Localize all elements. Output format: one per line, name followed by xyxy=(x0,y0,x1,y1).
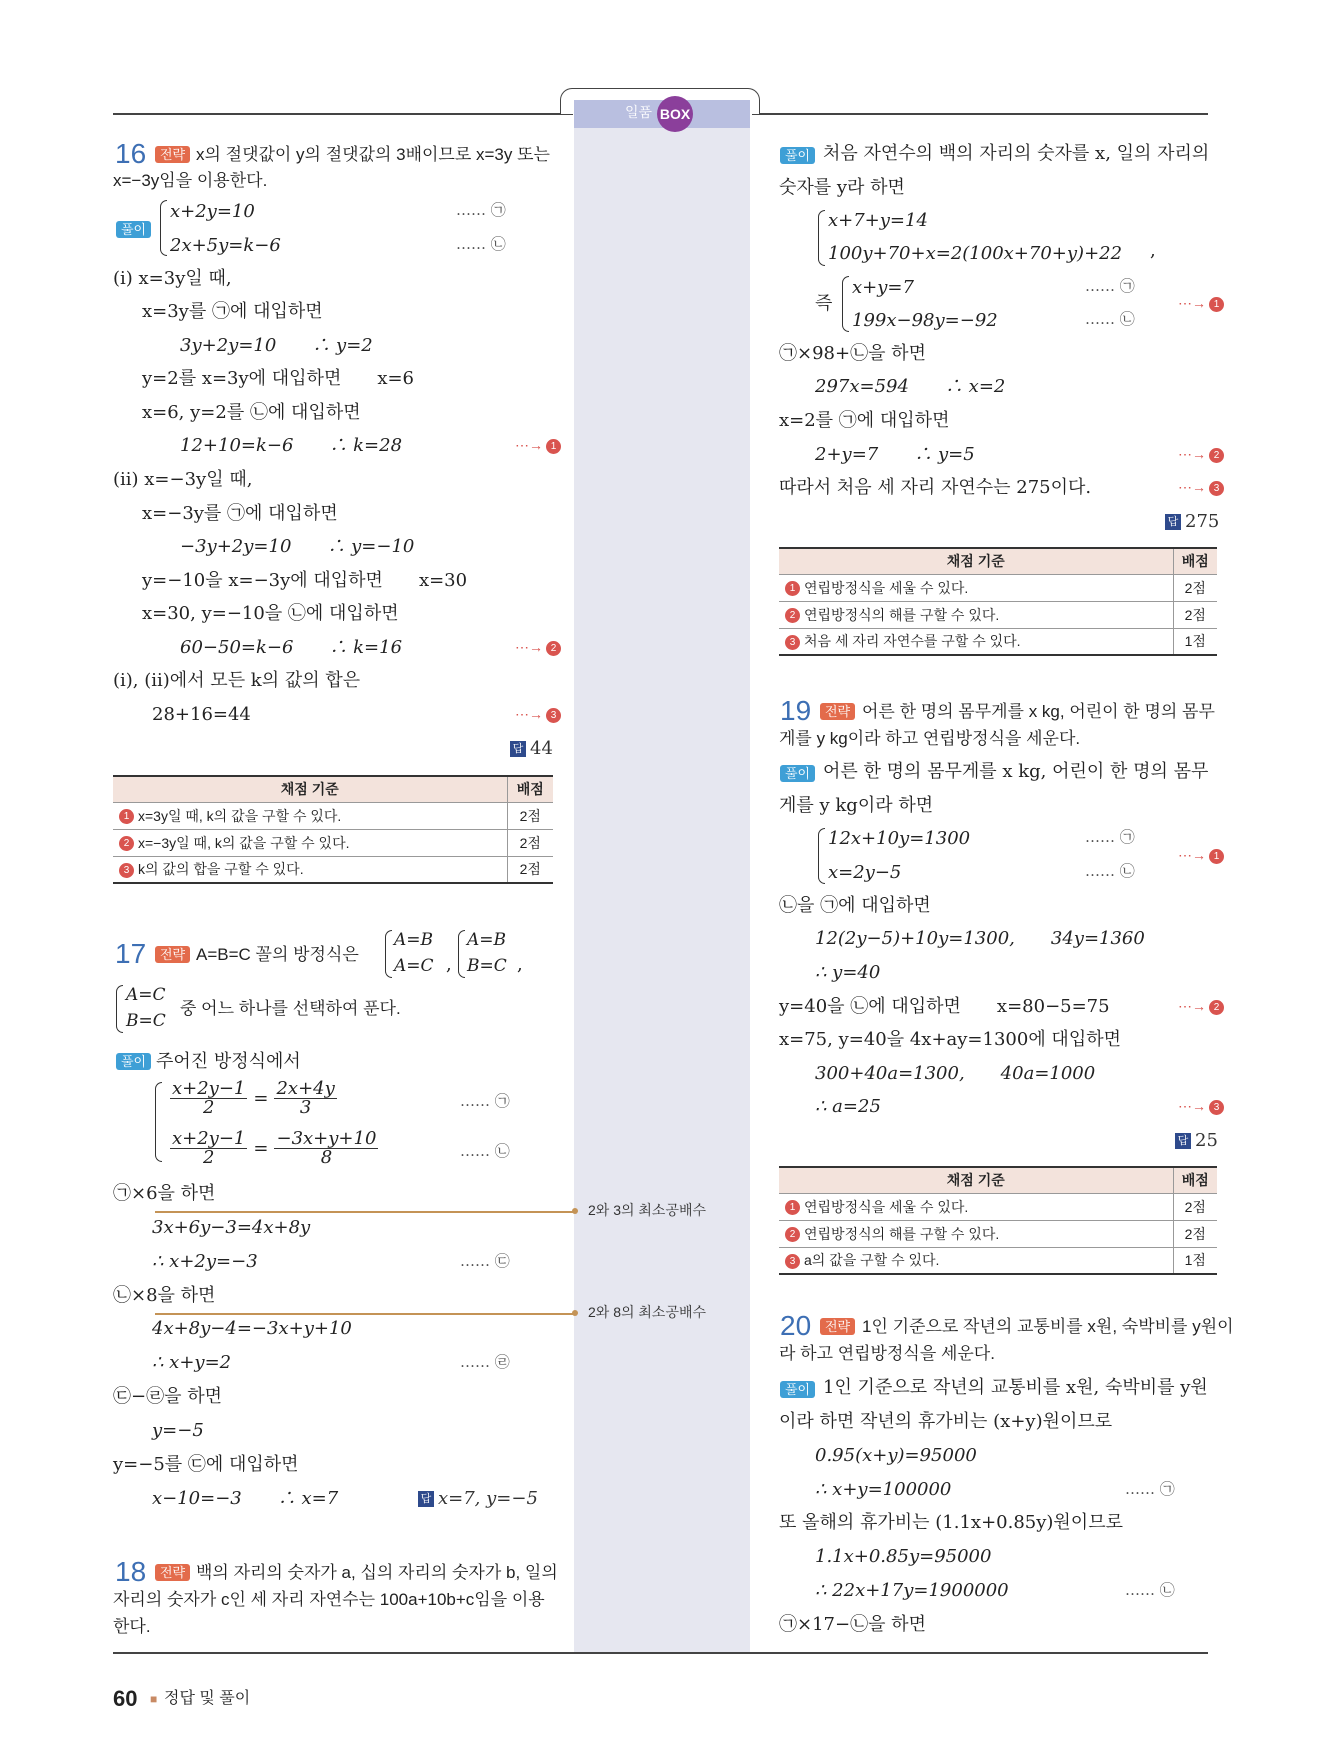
step-arrow: ⋯→ 2 xyxy=(1178,447,1224,463)
answer-icon: 답 xyxy=(1165,514,1181,530)
p17-strategy-pre: A=B=C 꼴의 방정식은 xyxy=(196,945,359,964)
p17-line: ㉠×6을 하면 xyxy=(113,1183,216,1204)
p18-line: ㉠×98+㉡을 하면 xyxy=(779,343,926,364)
strategy-tag: 전략 xyxy=(820,1318,855,1335)
p18-strategy-line1: 백의 자리의 숫자가 a, 십의 자리의 숫자가 b, 일의 xyxy=(196,1563,558,1582)
p16-criteria-table: 채점 기준 배점 1 x=3y일 때, k의 값을 구할 수 있다. 2점 2 x=−3y일 때, k의 값을 구할 수 있다. 2점 3 k의 값의 합을 구할 수 있다. 2점 xyxy=(113,775,553,884)
answer-icon: 답 xyxy=(418,1491,434,1507)
box-label: 일품 xyxy=(625,104,653,120)
table-row: 2 연립방정식의 해를 구할 수 있다. 2점 xyxy=(779,1220,1217,1247)
p20-marker1: …… ㉠ xyxy=(1125,1480,1175,1498)
header-rule-left xyxy=(113,113,573,115)
p17-sys2a: A=B xyxy=(467,930,507,950)
p20-strategy-line2: 라 하고 연립방정식을 세운다. xyxy=(779,1344,995,1363)
step-arrow: ⋯→ 3 xyxy=(515,707,561,723)
problem-number-19: 19 xyxy=(780,695,812,726)
p20-line: ∴ x+y=100000 xyxy=(815,1479,952,1500)
p20-strategy-line1: 1인 기준으로 작년의 교통비를 x원, 숙박비를 y원이 xyxy=(862,1317,1234,1336)
p20-sol-line2: 이라 하면 작년의 휴가비는 (x+y)원이므로 xyxy=(779,1411,1113,1432)
p18-eq1: x+7+y=14 xyxy=(828,210,928,231)
p17-fraction-eq2: $\frac{x+2y-1}{2}$ = $\frac{-3x+y+10}{8}$ xyxy=(172,1128,377,1168)
p16-marker1: …… ㉠ xyxy=(456,201,506,219)
p18-eq4: 199x−98y=−92 xyxy=(852,310,998,331)
strategy-tag: 전략 xyxy=(155,146,190,163)
p18-line: 2+y=7 ∴ y=5 xyxy=(815,444,975,465)
solution-tag: 풀이 xyxy=(780,765,815,782)
p16-strategy-line1: x의 절댓값이 y의 절댓값의 3배이므로 x=3y 또는 xyxy=(196,145,550,164)
p20-line: ㉠×17−㉡을 하면 xyxy=(779,1614,926,1635)
p19-sol-line2: 게를 y kg이라 하면 xyxy=(779,795,934,816)
p16-line: 3y+2y=10 ∴ y=2 xyxy=(180,335,373,356)
p19-line: ㉡을 ㉠에 대입하면 xyxy=(779,895,931,916)
system-brace xyxy=(818,828,825,884)
p16-marker2: …… ㉡ xyxy=(456,235,506,253)
p17-sys3a: A=C xyxy=(126,985,166,1005)
p17-marker2: …… ㉡ xyxy=(460,1142,510,1160)
box-badge: BOX xyxy=(657,96,693,132)
p17-strategy-post: 중 어느 하나를 선택하여 푼다. xyxy=(180,999,401,1018)
step-arrow: ⋯→ 3 xyxy=(1178,1099,1224,1115)
strategy-tag: 전략 xyxy=(820,703,855,720)
p20-line: 또 올해의 휴가비는 (1.1x+0.85y)원이므로 xyxy=(779,1512,1123,1533)
solution-tag: 풀이 xyxy=(116,221,151,238)
p17-line: x−10=−3 ∴ x=7 xyxy=(152,1488,339,1509)
p16-line: x=30, y=−10을 ㉡에 대입하면 xyxy=(142,603,399,624)
table-row: 3 a의 값을 구할 수 있다. 1점 xyxy=(779,1247,1217,1274)
solution-tag: 풀이 xyxy=(116,1053,151,1070)
step-arrow: ⋯→ 2 xyxy=(515,640,561,656)
system-brace xyxy=(160,200,167,256)
p16-line: y=2를 x=3y에 대입하면 x=6 xyxy=(142,368,415,389)
strategy-tag: 전략 xyxy=(155,946,190,963)
p18-line: 297x=594 ∴ x=2 xyxy=(815,376,1006,397)
p17-intro: 주어진 방정식에서 xyxy=(156,1051,301,1072)
answer-icon: 답 xyxy=(510,741,526,757)
p19-eq1: 12x+10y=1300 xyxy=(828,828,971,849)
p17-sys1a: A=B xyxy=(394,930,434,950)
p17-sys1b: A=C xyxy=(394,956,434,976)
p17-line: y=−5를 ㉢에 대입하면 xyxy=(113,1454,299,1475)
p16-line: 28+16=44 xyxy=(152,704,251,725)
p17-marker1: …… ㉠ xyxy=(460,1092,510,1110)
p17-line: ∴ x+2y=−3 xyxy=(152,1251,258,1272)
p19-line: 300+40a=1300, 40a=1000 xyxy=(815,1063,1096,1084)
p17-note1: 2와 3의 최소공배수 xyxy=(588,1202,707,1218)
p17-sys2b: B=C xyxy=(467,956,507,976)
footer-section: 정답 및 풀이 xyxy=(164,1690,251,1707)
p19-line: ∴ a=25 xyxy=(815,1096,881,1117)
p16-line: −3y+2y=10 ∴ y=−10 xyxy=(180,536,415,557)
p19-line: y=40을 ㉡에 대입하면 x=80−5=75 xyxy=(779,996,1110,1017)
p18-eq3: x+y=7 xyxy=(852,277,914,298)
p16-line: 60−50=k−6 ∴ k=16 xyxy=(180,637,403,658)
problem-number-20: 20 xyxy=(780,1310,812,1341)
p17-line: ㉢−㉣을 하면 xyxy=(113,1386,222,1407)
problem-number-17: 17 xyxy=(115,938,147,969)
p17-answer: 답 x=7, y=−5 xyxy=(418,1490,538,1508)
footer-bullet: ■ xyxy=(150,1692,158,1706)
system-brace xyxy=(842,276,849,332)
p19-line: x=75, y=40을 4x+ay=1300에 대입하면 xyxy=(779,1029,1121,1050)
p17-line: 4x+8y−4=−3x+y+10 xyxy=(152,1318,352,1339)
p18-criteria-table: 채점 기준 배점 1 연립방정식을 세울 수 있다. 2점 2 연립방정식의 해를 구할 수 있다. 2점 3 처음 세 자리 자연수를 구할 수 있다. 1점 xyxy=(779,547,1217,656)
problem-number-16: 16 xyxy=(115,138,147,169)
step-arrow: ⋯→ 2 xyxy=(1178,999,1224,1015)
p20-line: 0.95(x+y)=95000 xyxy=(815,1445,977,1466)
footer-rule xyxy=(113,1652,1208,1654)
page-number: 60 xyxy=(113,1686,138,1711)
system-brace xyxy=(385,930,392,978)
note-leader xyxy=(155,1313,575,1315)
p18-answer: 답 275 xyxy=(1165,513,1219,531)
p17-line: ∴ x+y=2 xyxy=(152,1352,232,1373)
solution-tag: 풀이 xyxy=(780,147,815,164)
p19-sol-line1: 어른 한 명의 몸무게를 x kg, 어린이 한 명의 몸무 xyxy=(823,761,1209,782)
problem-number-18: 18 xyxy=(115,1556,147,1587)
table-row: 2 x=−3y일 때, k의 값을 구할 수 있다. 2점 xyxy=(113,829,553,856)
step-arrow: ⋯→ 1 xyxy=(1178,296,1224,312)
table-row: 2 연립방정식의 해를 구할 수 있다. 2점 xyxy=(779,601,1217,628)
p19-marker2: …… ㉡ xyxy=(1085,862,1135,880)
p16-eq1: x+2y=10 xyxy=(170,201,255,222)
step-arrow: ⋯→ 1 xyxy=(1178,848,1224,864)
p18-line: 따라서 처음 세 자리 자연수는 275이다. xyxy=(779,477,1092,498)
table-row: 3 처음 세 자리 자연수를 구할 수 있다. 1점 xyxy=(779,628,1217,655)
p16-answer: 답 44 xyxy=(510,740,553,758)
system-brace xyxy=(155,1082,162,1162)
p19-marker1: …… ㉠ xyxy=(1085,828,1135,846)
p18-prefix: 즉 xyxy=(815,293,833,314)
p18-line: x=2를 ㉠에 대입하면 xyxy=(779,410,950,431)
p18-marker2: …… ㉡ xyxy=(1085,310,1135,328)
p17-fraction-eq1: $\frac{x+2y-1}{2}$ = $\frac{2x+4y}{3}$ xyxy=(172,1078,335,1118)
p16-line: x=−3y를 ㉠에 대입하면 xyxy=(142,503,338,524)
p20-marker2: …… ㉡ xyxy=(1125,1581,1175,1599)
p19-criteria-table: 채점 기준 배점 1 연립방정식을 세울 수 있다. 2점 2 연립방정식의 해를 구할 수 있다. 2점 3 a의 값을 구할 수 있다. 1점 xyxy=(779,1166,1217,1275)
p17-line: 3x+6y−3=4x+8y xyxy=(152,1217,311,1238)
center-gutter xyxy=(574,100,750,1652)
p18-sol-line2: 숫자를 y라 하면 xyxy=(779,177,905,198)
p17-note2: 2와 8의 최소공배수 xyxy=(588,1304,707,1320)
p19-strategy-line2: 게를 y kg이라 하고 연립방정식을 세운다. xyxy=(779,729,1081,748)
note-leader xyxy=(155,1211,575,1213)
strategy-tag: 전략 xyxy=(155,1564,190,1581)
system-brace xyxy=(818,210,825,266)
p16-line: (ii) x=−3y일 때, xyxy=(113,469,253,490)
solution-tag: 풀이 xyxy=(780,1381,815,1398)
p19-line: ∴ y=40 xyxy=(815,962,881,983)
p16-line: (i), (ii)에서 모든 k의 값의 합은 xyxy=(113,670,361,691)
p18-marker1: …… ㉠ xyxy=(1085,277,1135,295)
p19-answer: 답 25 xyxy=(1175,1132,1218,1150)
step-arrow: ⋯→ 1 xyxy=(515,438,561,454)
answer-icon: 답 xyxy=(1175,1133,1191,1149)
p16-eq2: 2x+5y=k−6 xyxy=(170,235,281,256)
table-row: 1 x=3y일 때, k의 값을 구할 수 있다. 2점 xyxy=(113,802,553,829)
p17-marker3: …… ㉢ xyxy=(460,1252,510,1270)
p20-line: 1.1x+0.85y=95000 xyxy=(815,1546,992,1567)
system-brace xyxy=(116,985,123,1033)
p18-strategy-line3: 한다. xyxy=(113,1617,151,1636)
p20-line: ∴ 22x+17y=1900000 xyxy=(815,1580,1009,1601)
table-row: 3 k의 값의 합을 구할 수 있다. 2점 xyxy=(113,856,553,883)
p19-eq2: x=2y−5 xyxy=(828,862,902,883)
p16-line: 12+10=k−6 ∴ k=28 xyxy=(180,435,403,456)
p17-line: ㉡×8을 하면 xyxy=(113,1285,216,1306)
p17-marker4: …… ㉣ xyxy=(460,1353,510,1371)
system-brace xyxy=(458,930,465,978)
p16-line: x=3y를 ㉠에 대입하면 xyxy=(142,301,323,322)
p19-line: 12(2y−5)+10y=1300, 34y=1360 xyxy=(815,928,1145,949)
step-arrow: ⋯→ 3 xyxy=(1178,480,1224,496)
p16-line: x=6, y=2를 ㉡에 대입하면 xyxy=(142,402,361,423)
p17-line: y=−5 xyxy=(152,1420,204,1441)
p16-strategy-line2: x=−3y임을 이용한다. xyxy=(113,171,268,190)
table-row: 1 연립방정식을 세울 수 있다. 2점 xyxy=(779,574,1217,601)
p20-sol-line1: 1인 기준으로 작년의 교통비를 x원, 숙박비를 y원 xyxy=(823,1377,1208,1398)
p19-strategy-line1: 어른 한 명의 몸무게를 x kg, 어린이 한 명의 몸무 xyxy=(862,702,1215,721)
p18-strategy-line2: 자리의 숫자가 c인 세 자리 자연수는 100a+10b+c임을 이용 xyxy=(113,1590,545,1609)
p18-eq2: 100y+70+x=2(100x+70+y)+22 xyxy=(828,243,1123,264)
p16-line: (i) x=3y일 때, xyxy=(113,268,232,289)
table-row: 1 연립방정식을 세울 수 있다. 2점 xyxy=(779,1193,1217,1220)
p16-line: y=−10을 x=−3y에 대입하면 x=30 xyxy=(142,570,468,591)
p17-sys3b: B=C xyxy=(126,1011,166,1031)
header-rule-right xyxy=(752,113,1208,115)
p18-sol-line1: 처음 자연수의 백의 자리의 숫자를 x, 일의 자리의 xyxy=(823,143,1210,164)
